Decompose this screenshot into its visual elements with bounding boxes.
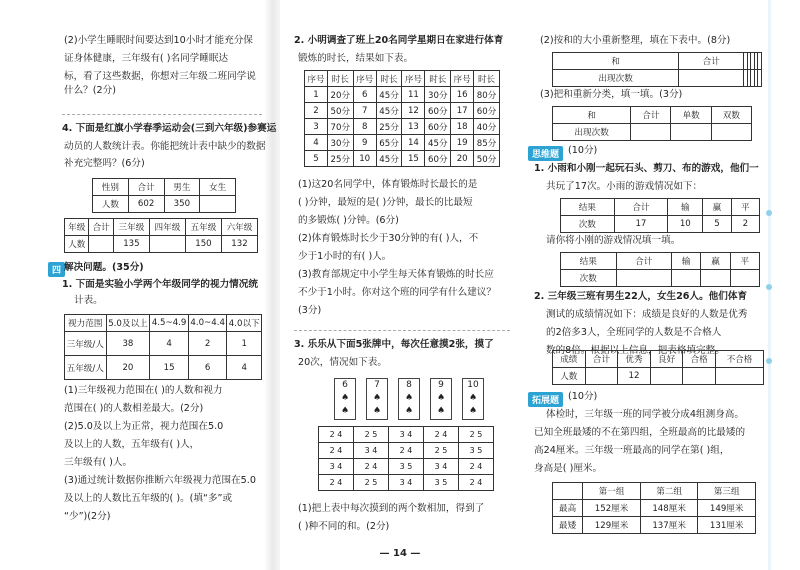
answer-cell[interactable] [585, 368, 618, 385]
text-line: (3)把和重新分类，填一填。(3分) [540, 89, 683, 100]
answer-cell[interactable] [758, 70, 762, 87]
xiaoyu-table: 结果 合计 输 赢 平 次数 17 10 5 2 [560, 198, 760, 233]
question-1: 1. 下面是实验小学两个年级同学的视力情况统 [62, 279, 258, 290]
margin-dot [766, 358, 772, 364]
page-number: — 14 — [379, 548, 421, 559]
text-line: (1)这20名同学中，体育锻炼时长最长的是 [298, 179, 478, 190]
text-line: 身高是( )厘米。 [534, 463, 603, 474]
section-title: 解决问题。(35分) [64, 262, 144, 273]
question-2: 2. 小明调查了班上20名同学星期日在家进行体育 [294, 35, 504, 46]
text-line: 已知全班最矮的不在第四组，全班最高的比最矮的 [534, 427, 746, 438]
text-line: 20次，情况如下表。 [298, 357, 387, 368]
text-line: 共玩了17次。小雨的游戏情况如下： [546, 181, 703, 192]
grade-table: 年级 合计 三年级 四年级 五年级 六年级 人数 135 150 132 [64, 218, 258, 253]
draw-table: 2 4 2 5 3 4 2 4 2 5 2 4 3 4 2 4 2 5 3 5 3 4 2 4 3 5 3 4 2 4 2 4 2 5 3 4 3 5 2 4 [318, 426, 494, 491]
text-line: 三年级有( )人。 [64, 457, 133, 468]
playing-card: 7 ♠ ♠ [366, 378, 388, 420]
text-line: (2)小学生睡眠时间要达到10小时才能充分保 [64, 35, 253, 46]
answer-cell[interactable] [711, 124, 751, 141]
height-table: 第一组 第二组 第三组 最高 152厘米 148厘米 149厘米 最矮 129厘米 137厘米 131厘米 [552, 482, 756, 534]
text-line: 动员的人数统计表。你能把统计表中缺少的数据 [64, 141, 266, 152]
badge-points: (10分) [568, 391, 598, 402]
answer-cell[interactable] [758, 53, 762, 70]
question-3: 3. 乐乐从下面5张牌中，每次任意摸2张，摸了 [294, 339, 494, 350]
margin-dot [766, 284, 772, 290]
text-line: ( )种不同的和。(2分) [298, 521, 390, 532]
sum-table: 和 合计 出现次数 [552, 52, 762, 87]
text-line: 范围在( )的人数相差最大。(2分) [64, 403, 204, 414]
gender-table: 性别 合计 男生 女生 人数 602 350 [92, 178, 236, 213]
answer-cell[interactable] [89, 236, 113, 253]
thinking-badge: 思维题 [528, 146, 563, 161]
answer-cell[interactable] [672, 270, 701, 287]
vision-table: 视力范围 5.0及以上 4.5~4.9 4.0~4.4 4.0以下 三年级/人 38 4 2 1 五年级/人 20 15 6 4 [64, 314, 262, 380]
playing-card: 10 ♠ ♠ [462, 378, 484, 420]
answer-cell[interactable] [631, 124, 671, 141]
divider [294, 330, 510, 331]
text-line: 请你将小刚的游戏情况填一填。 [546, 235, 681, 246]
question-4: 4. 下面是红旗小学春季运动会(三到六年级)参赛运 [62, 123, 277, 134]
answer-cell[interactable] [683, 368, 716, 385]
text-line: 及以上的人数比五年级的( )。(填“多”或 [64, 493, 233, 504]
answer-cell[interactable] [671, 124, 711, 141]
extension-badge: 拓展题 [528, 392, 563, 407]
answer-cell[interactable] [616, 270, 672, 287]
text-line: (3分) [298, 305, 322, 316]
answer-cell[interactable] [200, 196, 236, 213]
text-line: 测试的成绩情况如下：成绩是良好的人数是优秀 [546, 309, 748, 320]
section-badge: 四 [48, 262, 65, 277]
text-line: (2)体育锻炼时长少于30分钟的有( )人，不 [298, 233, 479, 244]
text-line: 不少于1小时。你对这个班的同学有什么建议？ [298, 287, 496, 298]
text-line: 体检时，三年级一班的同学被分成4组测身高。 [546, 409, 744, 420]
text-line: 计表。 [74, 295, 103, 306]
text-line: (2)按和的大小重新整理，填在下表中。(8分) [540, 35, 731, 46]
text-line: (1)三年级视力范围在( )的人数和视力 [64, 385, 223, 396]
playing-card: 9 ♠ ♠ [430, 378, 452, 420]
text-line: 补充完整吗？(6分) [64, 158, 145, 169]
text-line: (3)通过统计数据你推断六年级视力范围在5.0 [64, 475, 256, 486]
xiaogang-table: 结果 合计 输 赢 平 次数 [560, 252, 760, 287]
text-line: ( )分钟，最短的是( )分钟，最长的比最短 [298, 197, 473, 208]
answer-cell[interactable] [715, 368, 763, 385]
text-line: (3)教育部规定中小学生每天体育锻炼的时长应 [298, 269, 494, 280]
answer-cell[interactable] [149, 236, 185, 253]
text-line: “少”)(2分) [64, 511, 111, 522]
text-line: 的多锻炼( )分钟。(6分) [298, 215, 399, 226]
text-line: 的2倍多3人，全班同学的人数是不合格人 [546, 327, 722, 338]
answer-cell[interactable] [701, 270, 730, 287]
text-line: (1)把上表中每次摸到的两个数相加，得到了 [298, 503, 485, 514]
text-line: 及以上的人数，五年级有( )人， [64, 439, 200, 450]
badge-points: (10分) [568, 145, 598, 156]
question-t2: 2. 三年级三班有男生22人，女生26人。他们体育 [534, 291, 748, 302]
answer-cell[interactable] [650, 368, 683, 385]
answer-cell[interactable] [730, 270, 759, 287]
text-line: 锻炼的时长，结果如下表。 [298, 53, 414, 64]
text-line: 数的8倍。根据以上信息，把表格填完整。 [546, 345, 725, 356]
text-line: 标，看了这些数据，你想对三年级二班同学说什么？(2分) [64, 71, 256, 96]
exercise-table: 序号 时长 序号 时长 序号 时长 序号 时长 1 20分 6 45分 11 30分 16 80分 2 50分 7 45分 12 60分 17 60分 3 70分 8 25分 13 60分 18 40分 4 30分 9 65分 14 45分 19 85分 5 25分 10 45分 15 60分 20 50分 [304, 70, 500, 167]
question-t1: 1. 小雨和小刚一起玩石头、剪刀、布的游戏，他们一 [534, 163, 759, 174]
divider [62, 114, 262, 115]
text-line: 少于1小时的有( )人。 [298, 251, 392, 262]
margin-dot [766, 210, 772, 216]
grade-result-table: 成绩 合计 优秀 良好 合格 不合格 人数 12 [552, 350, 764, 385]
middle-column [280, 0, 528, 570]
left-column [0, 0, 280, 570]
playing-card: 6 ♠ ♠ [334, 378, 356, 420]
answer-cell[interactable] [679, 70, 744, 87]
text-line: 证身体健康，三年级有( )名同学睡眠达 [64, 53, 229, 64]
parity-table: 和 合计 单数 双数 出现次数 [552, 106, 752, 141]
text-line: 高24厘米。三年级一班最高的同学在第( )组， [534, 445, 730, 456]
playing-card: 8 ♠ ♠ [398, 378, 420, 420]
right-column [528, 0, 800, 570]
text-line: (2)5.0及以上为正常，视力范围在5.0 [64, 421, 224, 432]
